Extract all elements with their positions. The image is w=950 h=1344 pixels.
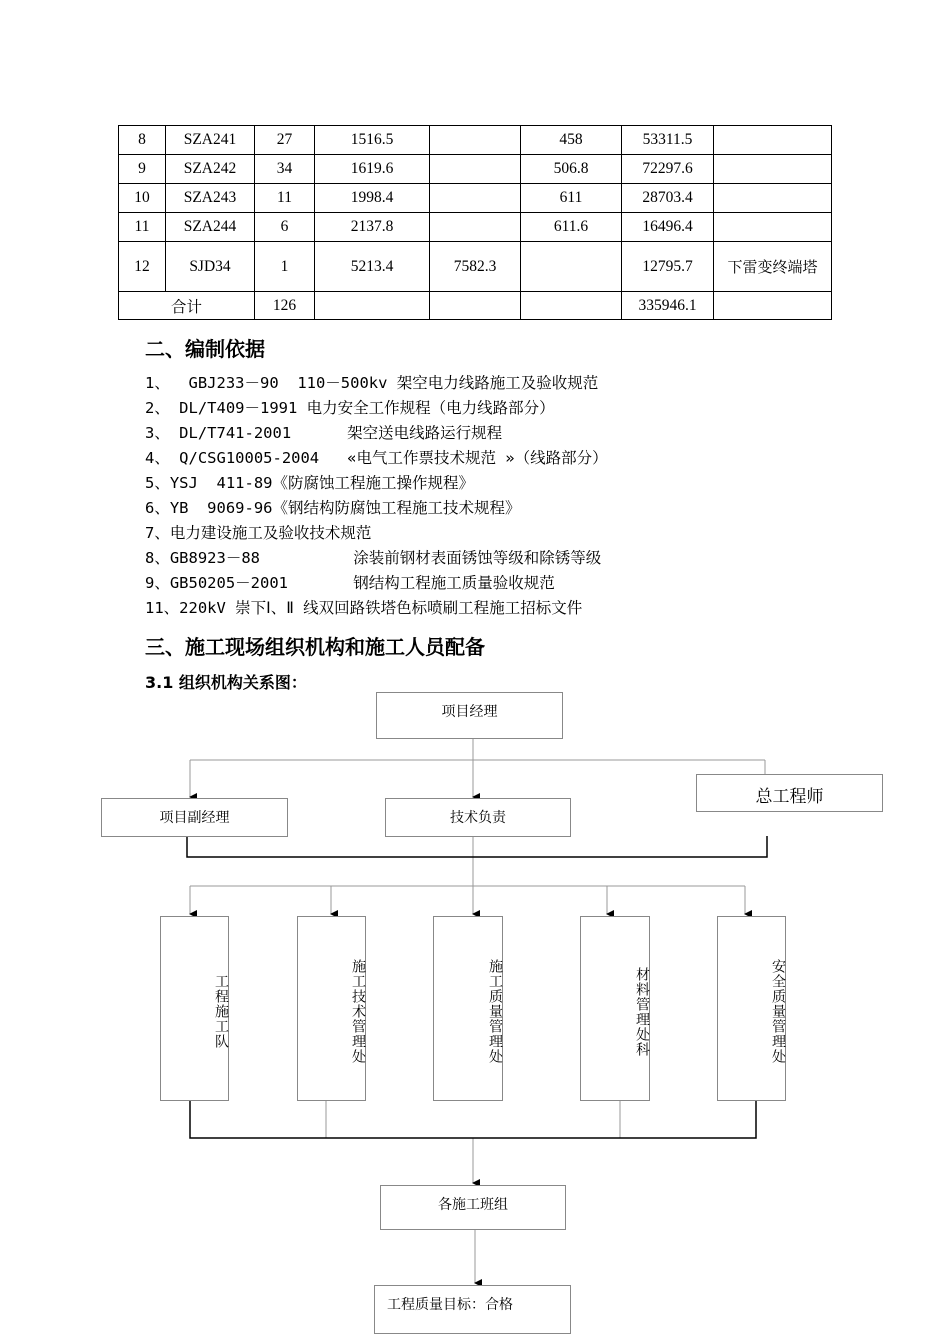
table-cell: 53311.5	[622, 126, 714, 155]
table-cell: SZA244	[166, 213, 255, 242]
table-cell: 611.6	[521, 213, 622, 242]
basis-item: 7、电力建设施工及验收技术规范	[145, 524, 372, 542]
basis-item: 3、 DL/T741-2001 架空送电线路运行规程	[145, 424, 503, 442]
table-cell: 6	[255, 213, 315, 242]
table-cell: 506.8	[521, 155, 622, 184]
table-cell: 1	[255, 242, 315, 292]
basis-item: 5、YSJ 411-89《防腐蚀工程施工操作规程》	[145, 474, 474, 492]
project-manager-box: 项目经理	[376, 692, 563, 739]
table-cell: 458	[521, 126, 622, 155]
dept-materials-management: 材料管理处科	[580, 916, 650, 1101]
table-cell: 7582.3	[430, 242, 521, 292]
total-label: 合计	[119, 292, 255, 320]
dept-technical-management: 施工技术管理处	[297, 916, 366, 1101]
section-2-heading: 二、编制依据	[145, 337, 265, 361]
table-cell: 8	[119, 126, 166, 155]
org-chart-subheading: 3.1 组织机构关系图：	[145, 673, 307, 692]
table-cell: 1998.4	[315, 184, 430, 213]
deputy-manager-box: 项目副经理	[101, 798, 288, 837]
total-sum: 335946.1	[622, 292, 714, 320]
basis-item: 11、220kV 崇下Ⅰ、Ⅱ 线双回路铁塔色标喷刷工程施工招标文件	[145, 599, 583, 617]
chief-engineer-box: 总工程师	[696, 774, 883, 812]
basis-item: 1、 GBJ233－90 110－500kv 架空电力线路施工及验收规范	[145, 374, 599, 392]
table-cell: 16496.4	[622, 213, 714, 242]
table-cell: SJD34	[166, 242, 255, 292]
table-cell: 28703.4	[622, 184, 714, 213]
basis-item: 9、GB50205－2001 钢结构工程施工质量验收规范	[145, 574, 555, 592]
table-cell: 34	[255, 155, 315, 184]
table-cell: SZA242	[166, 155, 255, 184]
dept-safety-quality: 安全质量管理处	[717, 916, 786, 1101]
quality-goal-box: 工程质量目标：合格	[374, 1285, 571, 1334]
work-teams-box: 各施工班组	[380, 1185, 566, 1230]
table-cell: 下雷变终端塔	[714, 242, 832, 292]
table-cell: 2137.8	[315, 213, 430, 242]
basis-item: 6、YB 9069-96《钢结构防腐蚀工程施工技术规程》	[145, 499, 521, 517]
table-cell: 5213.4	[315, 242, 430, 292]
table-cell: 10	[119, 184, 166, 213]
table-cell: 12	[119, 242, 166, 292]
basis-item: 2、 DL/T409－1991 电力安全工作规程（电力线路部分）	[145, 399, 555, 417]
dept-quality-management: 施工质量管理处	[433, 916, 503, 1101]
table-cell: SZA241	[166, 126, 255, 155]
table-cell: 11	[119, 213, 166, 242]
table-cell: 611	[521, 184, 622, 213]
table-cell: SZA243	[166, 184, 255, 213]
table-cell: 12795.7	[622, 242, 714, 292]
total-count: 126	[255, 292, 315, 320]
table-cell: 11	[255, 184, 315, 213]
table-cell: 9	[119, 155, 166, 184]
table-cell: 1619.6	[315, 155, 430, 184]
basis-item: 4、 Q/CSG10005-2004 «电气工作票技术规范 »（线路部分）	[145, 449, 608, 467]
technical-lead-box: 技术负责	[385, 798, 571, 837]
dept-construction-team: 工程施工队	[160, 916, 229, 1101]
section-3-heading: 三、施工现场组织机构和施工人员配备	[145, 635, 485, 659]
basis-item: 8、GB8923－88 涂装前钢材表面锈蚀等级和除锈等级	[145, 549, 602, 567]
table-cell: 72297.6	[622, 155, 714, 184]
table-cell: 27	[255, 126, 315, 155]
table-cell: 1516.5	[315, 126, 430, 155]
